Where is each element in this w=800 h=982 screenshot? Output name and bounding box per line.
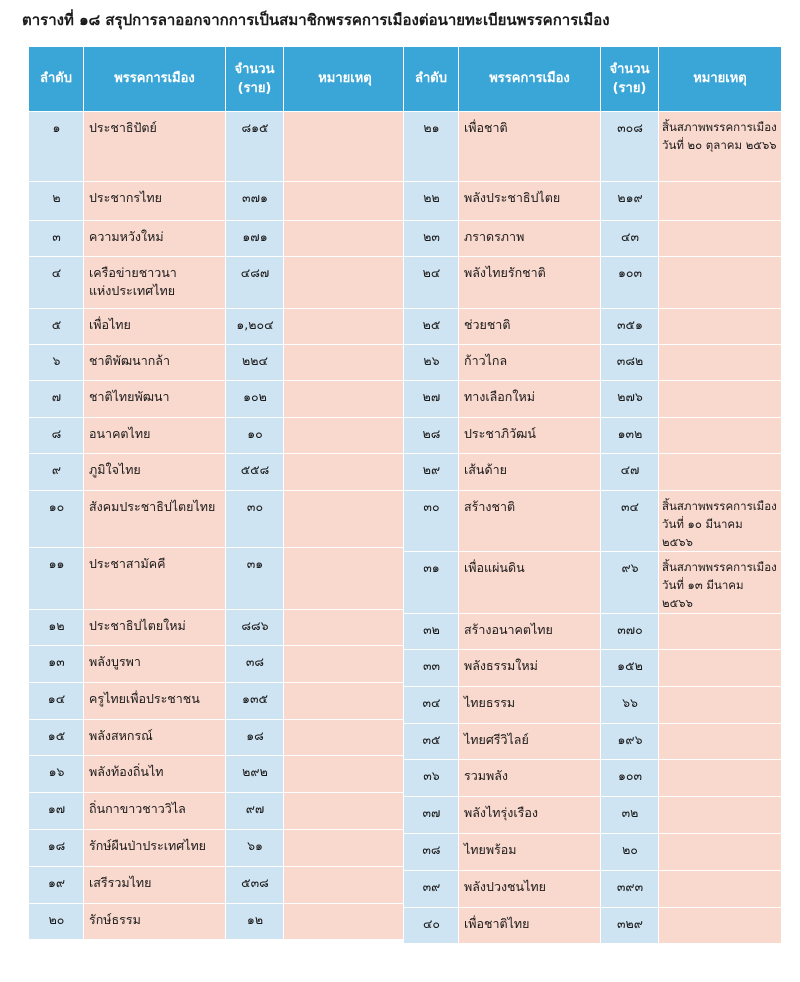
table-row (404, 309, 782, 345)
row-count: ๑๐ (226, 418, 284, 454)
row-order: ๖ (29, 345, 84, 381)
row-party-name: ไทยธรรม (459, 687, 601, 724)
table-row (404, 760, 782, 797)
row-order: ๓๓ (404, 650, 459, 687)
row-party-name: ทางเลือกใหม่ (459, 381, 601, 418)
row-party-name: พลังปวงชนไทย (459, 871, 601, 908)
row-count: ๓๒ (601, 797, 659, 834)
row-party-name: ถิ่นกาขาวชาววิไล (84, 793, 226, 830)
row-order: ๒๓ (404, 221, 459, 257)
row-party-name: ไทยพร้อม (459, 834, 601, 871)
row-order: ๓๔ (404, 687, 459, 724)
row-party-name: พลังไทยรักชาติ (459, 257, 601, 309)
row-count: ๔๘๗ (226, 257, 284, 309)
row-order: ๒๔ (404, 257, 459, 309)
row-order: ๒๑ (404, 112, 459, 182)
row-party-name: สร้างชาติ (459, 491, 601, 552)
row-party-name: รักษ์ธรรม (84, 904, 226, 940)
row-order: ๑๖ (29, 756, 84, 793)
row-count: ๓๒๙ (601, 908, 659, 944)
row-note (659, 221, 782, 257)
header-count (226, 47, 284, 112)
row-order: ๒๐ (29, 904, 84, 940)
row-note (284, 381, 407, 418)
row-order: ๒๕ (404, 309, 459, 345)
row-note (284, 112, 407, 182)
row-order: ๓ (29, 221, 84, 257)
row-count: ๓๗๑ (226, 182, 284, 221)
row-count: ๒๑๙ (601, 182, 659, 221)
table-row (29, 345, 407, 381)
row-party-name: ประชาภิวัฒน์ (459, 418, 601, 454)
row-count: ๑๕๒ (601, 650, 659, 687)
row-party-name: เส้นด้าย (459, 454, 601, 491)
row-count: ๒๒๔ (226, 345, 284, 381)
table-row (29, 904, 407, 940)
table-row (29, 112, 407, 182)
table-row (29, 182, 407, 221)
row-order: ๓๘ (404, 834, 459, 871)
row-count: ๒๐ (601, 834, 659, 871)
row-note (284, 548, 407, 610)
header-note: หมายเหตุ (659, 47, 782, 112)
row-order: ๗ (29, 381, 84, 418)
row-order: ๓๐ (404, 491, 459, 552)
row-party-name: ช่วยชาติ (459, 309, 601, 345)
row-note (659, 724, 782, 760)
row-count: ๓๕๑ (601, 309, 659, 345)
table-row (404, 724, 782, 760)
row-count: ๑๓๕ (226, 683, 284, 720)
header-count-line1: จำนวน (234, 61, 275, 77)
table-row (404, 112, 782, 182)
row-party-name: ไทยศรีวิไลย์ (459, 724, 601, 760)
row-note (284, 793, 407, 830)
row-count: ๑๓๒ (601, 418, 659, 454)
table-row (29, 418, 407, 454)
row-count: ๕๓๘ (226, 867, 284, 904)
row-party-name: เพื่อแผ่นดิน (459, 552, 601, 614)
table-header-row (29, 47, 407, 112)
table-row (404, 221, 782, 257)
row-party-name: เพื่อไทย (84, 309, 226, 345)
row-party-name: ประชาธิปัตย์ (84, 112, 226, 182)
row-note (284, 720, 407, 756)
table-row (404, 454, 782, 491)
table-row (404, 418, 782, 454)
table-row (29, 830, 407, 867)
row-count: ๒๗๖ (601, 381, 659, 418)
row-count: ๑๐๓ (601, 760, 659, 797)
row-order: ๓๒ (404, 614, 459, 650)
table-row (29, 454, 407, 491)
table-row (29, 756, 407, 793)
row-party-name: เพื่อชาติ (459, 112, 601, 182)
row-count: ๓๘๒ (601, 345, 659, 381)
row-party-name: พลังไทรุ่งเรือง (459, 797, 601, 834)
row-note (659, 834, 782, 871)
row-count: ๖๑ (226, 830, 284, 867)
row-party-name: ประชาธิปไตยใหม่ (84, 610, 226, 646)
row-count: ๑๗๑ (226, 221, 284, 257)
row-count: ๑๐๓ (601, 257, 659, 309)
row-count: ๓๐ (226, 491, 284, 548)
row-note (659, 309, 782, 345)
row-note (284, 345, 407, 381)
row-order: ๓๖ (404, 760, 459, 797)
row-note (284, 867, 407, 904)
row-order: ๑๑ (29, 548, 84, 610)
table-row (404, 182, 782, 221)
row-count: ๖๖ (601, 687, 659, 724)
header-count (601, 47, 659, 112)
row-order: ๒๘ (404, 418, 459, 454)
row-party-name: เครือข่ายชาวนา แห่งประเทศไทย (84, 257, 226, 309)
table-row (29, 646, 407, 683)
header-note: หมายเหตุ (284, 47, 407, 112)
row-order: ๕ (29, 309, 84, 345)
row-order: ๓๑ (404, 552, 459, 614)
row-note (284, 257, 407, 309)
row-note (659, 871, 782, 908)
row-note: สิ้นสภาพพรรคการเมือง วันที่ ๑๓ มีนาคม ๒๕๖๖ (659, 552, 782, 614)
party-resignation-table-left (28, 46, 407, 940)
row-count: ๘๘๖ (226, 610, 284, 646)
row-note (659, 345, 782, 381)
row-order: ๑๗ (29, 793, 84, 830)
row-order: ๒๖ (404, 345, 459, 381)
table-row (29, 221, 407, 257)
row-count: ๔๓ (601, 221, 659, 257)
row-order: ๘ (29, 418, 84, 454)
table-body-left (29, 112, 407, 940)
row-note (284, 454, 407, 491)
row-order: ๑๐ (29, 491, 84, 548)
row-note (659, 418, 782, 454)
row-note (284, 610, 407, 646)
row-party-name: ก้าวไกล (459, 345, 601, 381)
table-row (29, 793, 407, 830)
row-note (659, 454, 782, 491)
row-count: ๑,๒๐๔ (226, 309, 284, 345)
table-row (404, 908, 782, 944)
table-header-row (404, 47, 782, 112)
row-order: ๑๙ (29, 867, 84, 904)
row-note: สิ้นสภาพพรรคการเมือง วันที่ ๑๐ มีนาคม ๒๕๖๖ (659, 491, 782, 552)
row-party-name: ประชาสามัคคี (84, 548, 226, 610)
row-count: ๑๙๖ (601, 724, 659, 760)
row-party-name: ภูมิใจไทย (84, 454, 226, 491)
table-row (404, 687, 782, 724)
row-party-name: รวมพลัง (459, 760, 601, 797)
row-count: ๔๗ (601, 454, 659, 491)
row-count: ๙๗ (226, 793, 284, 830)
row-party-name: พลังท้องถิ่นไท (84, 756, 226, 793)
row-count: ๓๙๓ (601, 871, 659, 908)
row-note (659, 908, 782, 944)
table-row (404, 491, 782, 552)
row-party-name: ประชากรไทย (84, 182, 226, 221)
header-party: พรรคการเมือง (84, 47, 226, 112)
row-party-name: รักษ์ผืนป่าประเทศไทย (84, 830, 226, 867)
row-order: ๑๕ (29, 720, 84, 756)
row-party-name: พลังบูรพา (84, 646, 226, 683)
row-party-name: ความหวังใหม่ (84, 221, 226, 257)
row-count: ๑๐๒ (226, 381, 284, 418)
row-party-name: ชาติพัฒนากล้า (84, 345, 226, 381)
row-note (659, 687, 782, 724)
row-order: ๔ (29, 257, 84, 309)
row-note (284, 646, 407, 683)
row-note (284, 491, 407, 548)
row-party-name: พลังธรรมใหม่ (459, 650, 601, 687)
row-note (284, 221, 407, 257)
table-row (404, 345, 782, 381)
row-note (284, 182, 407, 221)
row-order: ๔๐ (404, 908, 459, 944)
table-body-right (404, 112, 782, 944)
row-count: ๕๕๘ (226, 454, 284, 491)
table-row (29, 381, 407, 418)
row-order: ๒ (29, 182, 84, 221)
table-row (404, 381, 782, 418)
row-note (284, 418, 407, 454)
table-row (404, 650, 782, 687)
row-note (659, 650, 782, 687)
row-note (284, 309, 407, 345)
table-row (29, 309, 407, 345)
row-note (659, 614, 782, 650)
row-order: ๓๗ (404, 797, 459, 834)
row-order: ๓๕ (404, 724, 459, 760)
row-note (284, 756, 407, 793)
row-party-name: อนาคตไทย (84, 418, 226, 454)
row-count: ๓๗๐ (601, 614, 659, 650)
row-count: ๓๐๘ (601, 112, 659, 182)
row-count: ๓๔ (601, 491, 659, 552)
table-row (29, 867, 407, 904)
row-count: ๓๘ (226, 646, 284, 683)
table-row (404, 614, 782, 650)
row-order: ๒๒ (404, 182, 459, 221)
header-count-line1: จำนวน (609, 61, 650, 77)
table-row (29, 257, 407, 309)
row-order: ๙ (29, 454, 84, 491)
row-count: ๘๑๕ (226, 112, 284, 182)
row-order: ๑๓ (29, 646, 84, 683)
row-note (659, 381, 782, 418)
row-note (659, 182, 782, 221)
row-note (659, 797, 782, 834)
table-row (404, 257, 782, 309)
table-title: ตารางที่ ๑๘ สรุปการลาออกจากการเป็นสมาชิกพรรคการเมืองต่อนายทะเบียนพรรคการเมือง (22, 11, 610, 29)
row-note (659, 257, 782, 309)
row-party-name: เสรีรวมไทย (84, 867, 226, 904)
row-count: ๑๒ (226, 904, 284, 940)
row-note (284, 683, 407, 720)
row-note (284, 830, 407, 867)
table-row (404, 552, 782, 614)
row-party-name: พลังสหกรณ์ (84, 720, 226, 756)
row-party-name: ภราดรภาพ (459, 221, 601, 257)
header-order: ลำดับ (29, 47, 84, 112)
header-party: พรรคการเมือง (459, 47, 601, 112)
row-count: ๙๖ (601, 552, 659, 614)
party-resignation-table-right (403, 46, 782, 944)
row-party-name: พลังประชาธิปไตย (459, 182, 601, 221)
table-row (29, 610, 407, 646)
table-row (29, 683, 407, 720)
row-order: ๓๙ (404, 871, 459, 908)
row-order: ๑ (29, 112, 84, 182)
row-party-name: ครูไทยเพื่อประชาชน (84, 683, 226, 720)
row-order: ๑๒ (29, 610, 84, 646)
table-row (404, 834, 782, 871)
row-count: ๒๙๒ (226, 756, 284, 793)
row-order: ๑๘ (29, 830, 84, 867)
row-count: ๑๘ (226, 720, 284, 756)
table-row (29, 491, 407, 548)
row-count: ๓๑ (226, 548, 284, 610)
row-party-name: สังคมประชาธิปไตยไทย (84, 491, 226, 548)
row-party-name: ชาติไทยพัฒนา (84, 381, 226, 418)
header-count-line2: (ราย) (612, 81, 647, 96)
table-row (404, 797, 782, 834)
row-party-name: สร้างอนาคตไทย (459, 614, 601, 650)
table-row (29, 720, 407, 756)
row-order: ๒๙ (404, 454, 459, 491)
row-party-name: เพื่อชาติไทย (459, 908, 601, 944)
row-order: ๒๗ (404, 381, 459, 418)
header-count-line2: (ราย) (237, 81, 272, 96)
row-note (659, 760, 782, 797)
row-note: สิ้นสภาพพรรคการเมือง วันที่ ๒๐ ตุลาคม ๒๕๖๖ (659, 112, 782, 182)
row-note (284, 904, 407, 940)
table-row (29, 548, 407, 610)
row-order: ๑๔ (29, 683, 84, 720)
header-order: ลำดับ (404, 47, 459, 112)
table-row (404, 871, 782, 908)
